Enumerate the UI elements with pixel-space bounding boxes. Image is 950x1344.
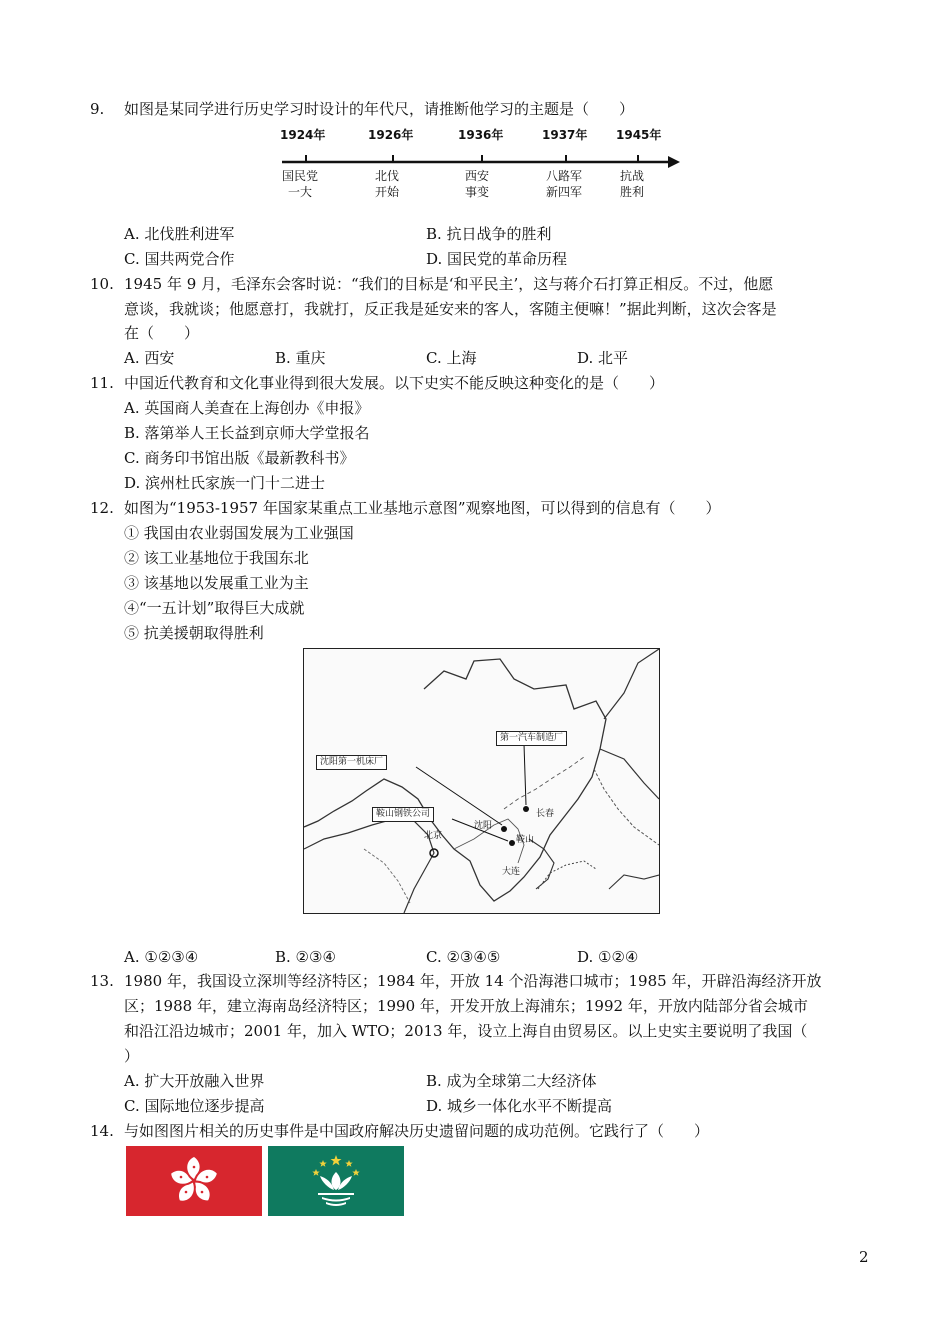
map-city: 鞍山 (516, 835, 535, 845)
q12-stem: 如图为“1953-1957 年国家某重点工业基地示意图”观察地图，可以得到的信息有（ ） (124, 499, 721, 517)
map-label-box: 沈阳第一机床厂 (316, 755, 387, 770)
q11-option-c[interactable]: C. 商务印书馆出版《最新教科书》 (124, 449, 355, 467)
timeline-year: 1936年 (458, 128, 504, 142)
timeline-event: 抗战 胜利 (619, 169, 644, 199)
q9-option-d[interactable]: D. 国民党的革命历程 (426, 250, 568, 268)
q9-timeline (270, 124, 690, 206)
q9-option-c[interactable]: C. 国共两党合作 (124, 250, 235, 268)
q10-option-b[interactable]: B. 重庆 (275, 349, 326, 367)
timeline-year: 1945年 (616, 128, 662, 142)
timeline-year: 1926年 (368, 128, 414, 142)
q10-option-a[interactable]: A. 西安 (124, 349, 175, 367)
map-label-box: 第一汽车制造厂 (496, 731, 567, 746)
q10-stem-line2: 意谈，我就谈；他愿意打，我就打，反正我是延安来的客人，客随主便嘛！”据此判断，这次会客是 (124, 300, 777, 318)
q11-option-d[interactable]: D. 滨州杜氏家族一门十二进士 (124, 474, 326, 492)
q12-item: ② 该工业基地位于我国东北 (124, 549, 309, 567)
q14-stem: 与如图图片相关的历史事件是中国政府解决历史遗留问题的成功范例。它践行了（ ） (124, 1122, 710, 1140)
q13-option-c[interactable]: C. 国际地位逐步提高 (124, 1097, 265, 1115)
q12-item: ⑤ 抗美援朝取得胜利 (124, 624, 264, 642)
q9-number: 9. (90, 100, 105, 118)
q13-option-a[interactable]: A. 扩大开放融入世界 (124, 1072, 265, 1090)
q9-stem: 如图是某同学进行历史学习时设计的年代尺，请推断他学习的主题是（ ） (124, 100, 635, 118)
q14-number: 14. (90, 1122, 114, 1140)
map-city: 北京 (424, 831, 443, 841)
timeline-event: 北伐 开始 (374, 169, 399, 199)
q12-item: ④“一五计划”取得巨大成就 (124, 599, 305, 617)
map-outline (304, 649, 659, 913)
timeline-year: 1937年 (542, 128, 588, 142)
hong-kong-flag (126, 1146, 262, 1216)
bauhinia-icon (126, 1146, 262, 1216)
q12-item: ① 我国由农业弱国发展为工业强国 (124, 524, 354, 542)
q12-option-c[interactable]: C. ②③④⑤ (426, 948, 501, 966)
timeline-event: 西安 事变 (464, 169, 489, 199)
q12-option-d[interactable]: D. ①②④ (577, 948, 639, 966)
q13-option-b[interactable]: B. 成为全球第二大经济体 (426, 1072, 597, 1090)
map-city: 长春 (536, 809, 555, 819)
page-number: 2 (859, 1248, 869, 1266)
q11-option-a[interactable]: A. 英国商人美查在上海创办《申报》 (124, 399, 370, 417)
timeline-event: 国民党 一大 (281, 169, 318, 199)
q12-item: ③ 该基地以发展重工业为主 (124, 574, 309, 592)
q11-option-b[interactable]: B. 落第举人王长益到京师大学堂报名 (124, 424, 370, 442)
q13-stem-line3: 和沿江沿边城市；2001 年，加入 WTO；2013 年，设立上海自由贸易区。以上史实主要说明了我国（ (124, 1022, 808, 1040)
q13-stem-line2: 区；1988 年，建立海南岛经济特区；1990 年，开发开放上海浦东；1992 年，开放内陆部分省会城市 (124, 997, 808, 1015)
q13-stem-line4: ） (124, 1047, 140, 1065)
q13-option-d[interactable]: D. 城乡一体化水平不断提高 (426, 1097, 613, 1115)
q10-option-c[interactable]: C. 上海 (426, 349, 477, 367)
q10-number: 10. (90, 275, 114, 293)
timeline-year: 1924年 (280, 128, 326, 142)
macau-flag (268, 1146, 404, 1216)
q12-option-a[interactable]: A. ①②③④ (124, 948, 199, 966)
q13-stem-line1: 1980 年，我国设立深圳等经济特区；1984 年，开放 14 个沿海港口城市；1985 年，开辟沿海经济开放 (124, 972, 822, 990)
timeline-event: 八路军 新四军 (545, 169, 582, 199)
map-city: 沈阳 (474, 821, 493, 831)
map-label-box: 鞍山钢铁公司 (372, 807, 434, 822)
q10-option-d[interactable]: D. 北平 (577, 349, 629, 367)
q12-map (303, 648, 660, 914)
q11-number: 11. (90, 374, 114, 392)
q9-option-b[interactable]: B. 抗日战争的胜利 (426, 225, 552, 243)
lotus-icon (268, 1146, 404, 1216)
q13-number: 13. (90, 972, 114, 990)
q10-stem-line3: 在（ ） (124, 324, 200, 342)
q12-option-b[interactable]: B. ②③④ (275, 948, 336, 966)
q10-stem-line1: 1945 年 9 月，毛泽东会客时说：“我们的目标是‘和平民主’，这与蒋介石打算正相反。不过，他愿 (124, 275, 774, 293)
q9-option-a[interactable]: A. 北伐胜利进军 (124, 225, 235, 243)
map-city: 大连 (502, 867, 521, 877)
q12-number: 12. (90, 499, 114, 517)
q11-stem: 中国近代教育和文化事业得到很大发展。以下史实不能反映这种变化的是（ ） (124, 374, 665, 392)
